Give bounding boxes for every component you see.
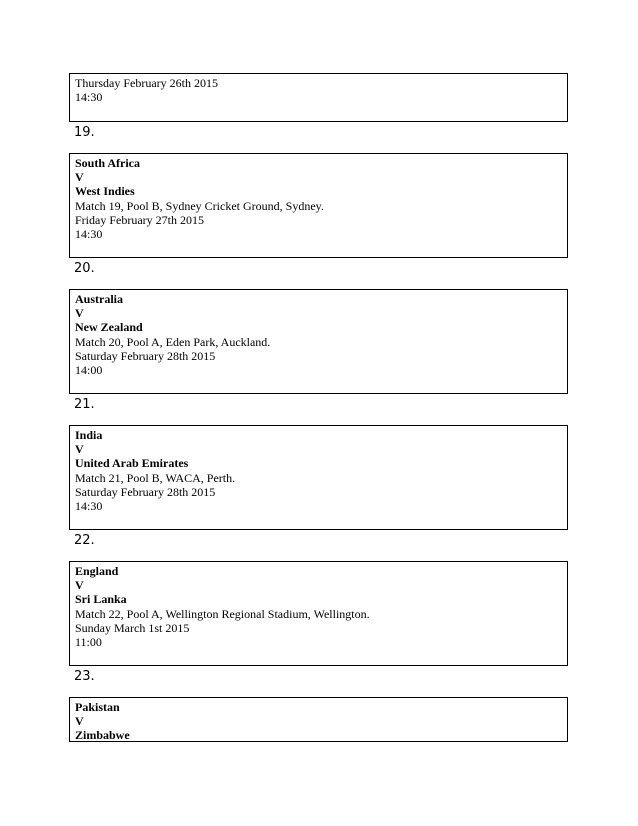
match-date: Saturday February 28th 2015 [75, 484, 216, 499]
match-time: 14:30 [75, 227, 103, 242]
match-time: 14:30 [75, 499, 103, 514]
match-details: Match 19, Pool B, Sydney Cricket Ground, Sydney. [75, 198, 324, 213]
versus-label: V [75, 578, 84, 593]
match-number-22: 22. [74, 533, 95, 548]
match-box-22 [69, 561, 568, 666]
versus-label: V [75, 714, 84, 729]
team-1: India [75, 428, 103, 442]
match-time: 14:30 [75, 90, 103, 105]
match-date: Saturday February 28th 2015 [75, 348, 216, 363]
match-number-19: 19. [74, 125, 95, 140]
versus-label: V [75, 442, 84, 457]
match-box-23 [69, 697, 568, 742]
versus-label: V [75, 306, 84, 321]
match-date: Sunday March 1st 2015 [75, 620, 190, 635]
team-2: Zimbabwe [75, 728, 130, 743]
team-1: South Africa [75, 156, 141, 170]
match-box-19 [69, 153, 568, 258]
versus-label: V [75, 170, 84, 185]
match-number-20: 20. [74, 261, 95, 276]
match-details: Match 22, Pool A, Wellington Regional Stadium, Wellington. [75, 606, 370, 621]
match-time: 11:00 [75, 635, 102, 650]
match-box-20 [69, 289, 568, 394]
match-details: Match 20, Pool A, Eden Park, Auckland. [75, 334, 271, 349]
match-date: Thursday February 26th 2015 [75, 76, 218, 90]
match-details: Match 21, Pool B, WACA, Perth. [75, 470, 236, 485]
team-2: Sri Lanka [75, 592, 127, 607]
match-number-23: 23. [74, 669, 95, 684]
team-2: New Zealand [75, 320, 143, 335]
team-1: Australia [75, 292, 123, 306]
team-1: Pakistan [75, 700, 120, 714]
match-time: 14:00 [75, 363, 103, 378]
team-1: England [75, 564, 119, 578]
match-box-21 [69, 425, 568, 530]
match-date: Friday February 27th 2015 [75, 212, 204, 227]
match-box-previous [69, 73, 568, 122]
team-2: United Arab Emirates [75, 456, 189, 471]
team-2: West Indies [75, 184, 135, 199]
match-number-21: 21. [74, 397, 95, 412]
